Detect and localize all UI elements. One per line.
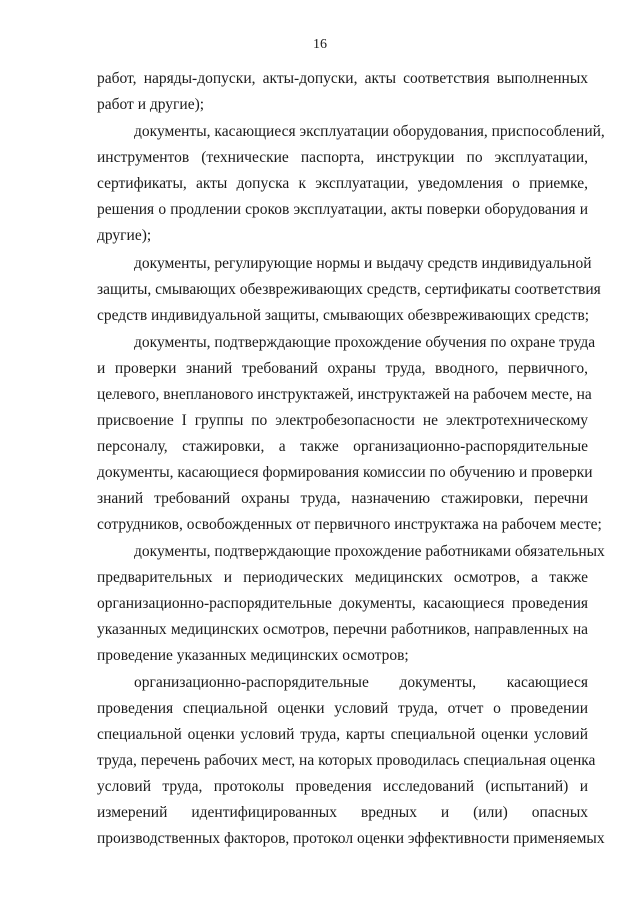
text-line: проведение указанных медицинских осмотров;: [97, 647, 409, 664]
text-line: документы, подтверждающие прохождение обучения по охране труда: [134, 334, 596, 351]
text-line: работ и другие);: [97, 96, 205, 113]
page-number: 16: [313, 37, 327, 52]
text-line: инструментов (технические паспорта, инструкции по эксплуатации,: [97, 149, 588, 166]
text-line: организационно-распорядительные документы, касающиеся: [134, 674, 588, 691]
text-line: документы, подтверждающие прохождение работниками обязательных: [134, 543, 605, 560]
text-line: работ, наряды-допуски, акты-допуски, акты соответствия выполненных: [97, 70, 588, 87]
text-line: предварительных и периодических медицинских осмотров, а также: [97, 569, 588, 586]
text-line: специальной оценки условий труда, карты специальной оценки условий: [97, 726, 588, 743]
text-line: документы, регулирующие нормы и выдачу средств индивидуальной: [134, 255, 592, 272]
text-line: производственных факторов, протокол оценки эффективности применяемых: [97, 830, 605, 847]
text-line: документы, касающиеся эксплуатации оборудования, приспособлений,: [134, 123, 605, 140]
text-line: решения о продлении сроков эксплуатации, акты поверки оборудования и: [97, 201, 588, 218]
text-line: знаний требований охраны труда, назначению стажировки, перечни: [97, 490, 588, 507]
text-line: измерений идентифицированных вредных и (или) опасных: [97, 804, 588, 821]
text-line: организационно-распорядительные документы, касающиеся проведения: [97, 595, 588, 612]
text-line: труда, перечень рабочих мест, на которых проводилась специальная оценка: [97, 752, 596, 769]
text-line: указанных медицинских осмотров, перечни работников, направленных на: [97, 621, 588, 638]
text-line: сотрудников, освобожденных от первичного инструктажа на рабочем месте;: [97, 516, 602, 533]
text-line: проведения специальной оценки условий труда, отчет о проведении: [97, 700, 588, 717]
text-line: документы, касающиеся формирования комиссии по обучению и проверки: [97, 464, 593, 481]
text-line: средств индивидуальной защиты, смывающих обезвреживающих средств;: [97, 307, 590, 324]
text-line: присвоение I группы по электробезопасности не электротехническому: [97, 412, 588, 429]
text-line: персоналу, стажировки, а также организационно-распорядительные: [97, 438, 588, 455]
text-line: целевого, внепланового инструктажей, инструктажей на рабочем месте, на: [97, 386, 592, 403]
text-line: защиты, смывающих обезвреживающих средств, сертификаты соответствия: [97, 281, 601, 298]
text-line: сертификаты, акты допуска к эксплуатации, уведомления о приемке,: [97, 175, 588, 192]
text-line: условий труда, протоколы проведения исследований (испытаний) и: [97, 778, 588, 795]
text-line: другие);: [97, 227, 152, 244]
text-line: и проверки знаний требований охраны труда, вводного, первичного,: [97, 360, 588, 377]
